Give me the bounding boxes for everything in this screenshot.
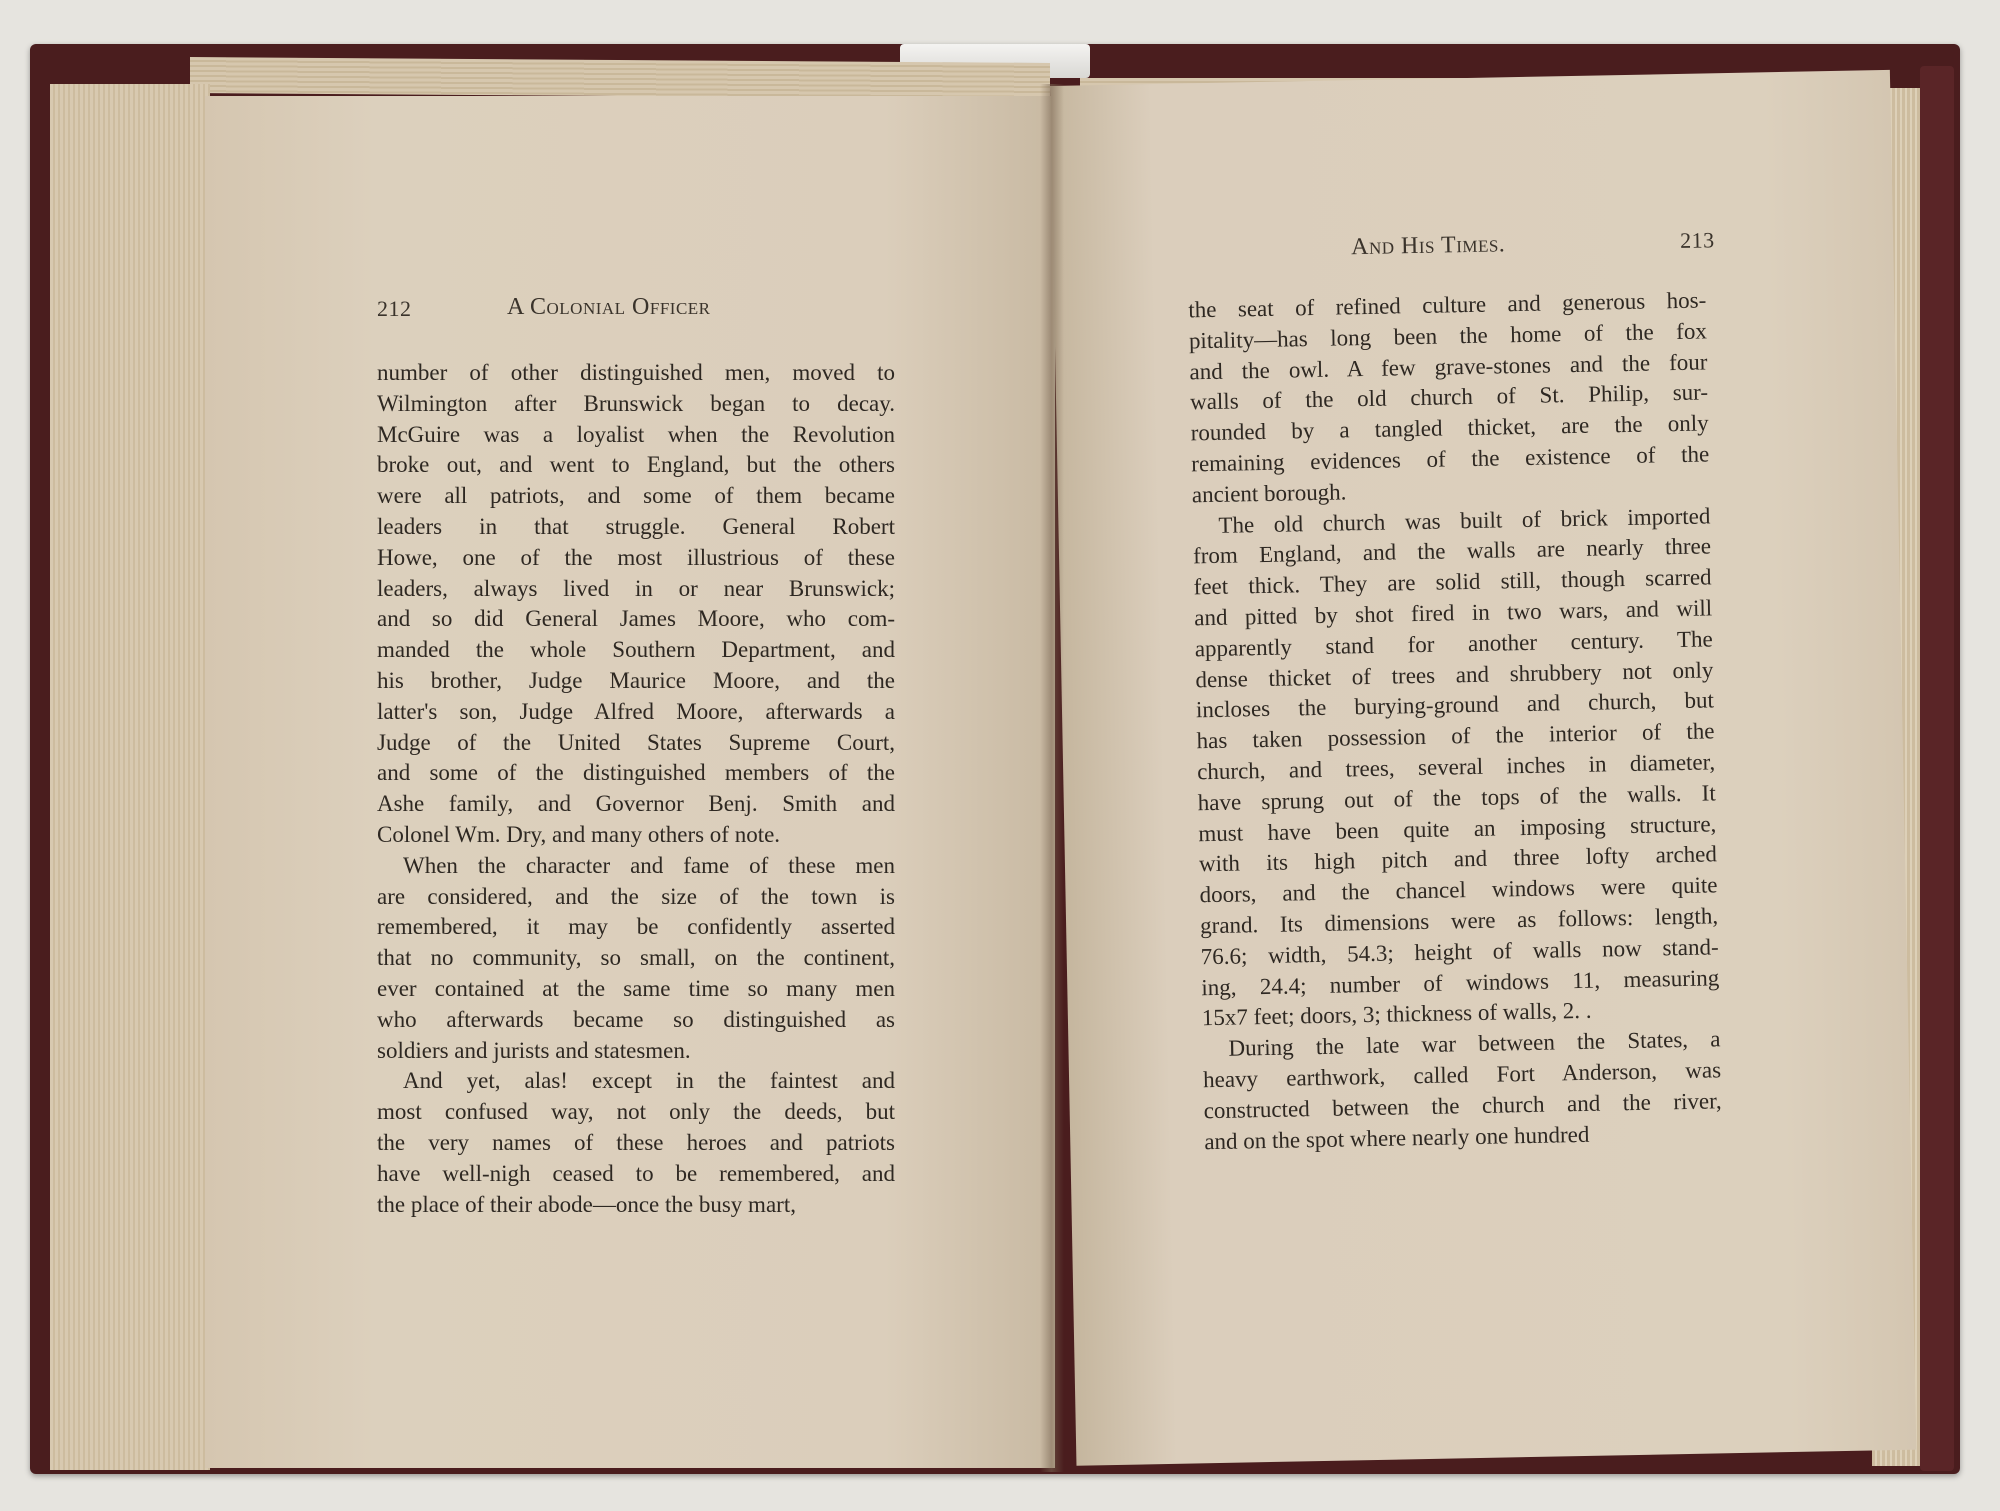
text-line: apparently stand for another century. The <box>1194 626 1713 662</box>
text-line: and some of the distinguished members of the <box>377 760 895 786</box>
text-line: the place of their abode—once the busy mart, <box>377 1191 796 1217</box>
text-line: Wilmington after Brunswick began to decay. <box>377 390 895 416</box>
text-line: leaders, always lived in or near Brunswick; <box>377 575 895 601</box>
text-line: and on the spot where nearly one hundred <box>1204 1121 1590 1154</box>
text-line: feet thick. They are solid still, though scarred <box>1193 564 1712 600</box>
text-line: and so did General James Moore, who com- <box>377 606 895 632</box>
text-line: 15x7 feet; doors, 3; thickness of walls, 2. . <box>1201 998 1592 1031</box>
left-running-head: A Colonial Officer <box>507 294 711 320</box>
text-line: remembered, it may be confidently asserted <box>377 914 895 940</box>
text-line: ing, 24.4; number of windows 11, measuring <box>1201 964 1720 1000</box>
right-page-body <box>1188 285 1722 1157</box>
text-line: When the character and fame of these men <box>403 852 895 878</box>
left-page-number: 212 <box>377 296 412 321</box>
text-line: and pitted by shot fired in two wars, and will <box>1193 595 1713 631</box>
text-line: McGuire was a loyalist when the Revolution <box>377 421 895 447</box>
page-stack-left <box>50 84 210 1470</box>
text-line: that no community, so small, on the continent, <box>377 945 895 971</box>
text-line: grand. Its dimensions were as follows: length, <box>1199 903 1719 939</box>
text-line: heavy earthwork, called Fort Anderson, was <box>1202 1057 1722 1093</box>
text-line: Judge of the United States Supreme Court, <box>377 729 895 755</box>
text-line: from England, and the walls are nearly three <box>1192 533 1712 569</box>
text-line: the seat of refined culture and generous hos- <box>1188 287 1707 323</box>
text-line: pitality—has long been the home of the fox <box>1188 318 1708 354</box>
text-line: who afterwards became so distinguished as <box>377 1006 895 1032</box>
text-line: and the owl. A few grave-stones and the four <box>1189 349 1708 384</box>
text-line: broke out, and went to England, but the others <box>377 452 895 478</box>
text-line: must have been quite an imposing structure, <box>1198 810 1717 846</box>
text-line: doors, and the chancel windows were quite <box>1199 872 1718 908</box>
text-line: Howe, one of the most illustrious of these <box>377 544 895 570</box>
text-line: with its high pitch and three lofty arched <box>1198 841 1718 877</box>
text-line: rounded by a tangled thicket, are the only <box>1190 410 1709 446</box>
text-line: 76.6; width, 54.3; height of walls now stand- <box>1200 934 1719 969</box>
text-line: ever contained at the same time so many men <box>377 975 895 1001</box>
text-line: the very names of these heroes and patriots <box>377 1129 895 1155</box>
page-stack-top-left <box>190 57 1050 99</box>
text-line: are considered, and the size of the town is <box>377 883 895 909</box>
text-line: During the late war between the States, a <box>1228 1026 1721 1061</box>
text-line: dense thicket of trees and shrubbery not only <box>1195 656 1714 692</box>
text-line: latter's son, Judge Alfred Moore, afterwards a <box>377 698 895 724</box>
right-page <box>1050 70 1916 1466</box>
text-line: remaining evidences of the existence of the <box>1191 441 1710 477</box>
text-line: his brother, Judge Maurice Moore, and the <box>377 667 895 693</box>
text-line: The old church was built of brick imported <box>1218 502 1711 538</box>
text-line: soldiers and jurists and statesmen. <box>377 1037 691 1063</box>
book-gutter <box>1040 84 1064 1472</box>
right-page-number: 213 <box>1679 227 1715 253</box>
text-line: manded the whole Southern Department, and <box>377 637 895 663</box>
text-line: walls of the old church of St. Philip, sur- <box>1189 379 1709 415</box>
text-line: has taken possession of the interior of the <box>1196 718 1715 754</box>
text-line: were all patriots, and some of them became <box>377 483 895 509</box>
right-running-head: And His Times. <box>1350 231 1506 261</box>
text-line: Colonel Wm. Dry, and many others of note. <box>377 821 781 847</box>
text-line: ancient borough. <box>1191 479 1347 508</box>
text-line: have well-nigh ceased to be remembered, and <box>377 1160 895 1186</box>
text-line: leaders in that struggle. General Robert <box>377 513 895 539</box>
text-line: Ashe family, and Governor Benj. Smith and <box>377 791 895 817</box>
text-line: number of other distinguished men, moved to <box>377 360 895 385</box>
text-line: And yet, alas! except in the faintest and <box>403 1068 895 1094</box>
left-page <box>205 96 1055 1468</box>
text-line: constructed between the church and the river, <box>1203 1088 1722 1123</box>
text-line: church, and trees, several inches in diameter, <box>1196 749 1716 785</box>
text-line: incloses the burying-ground and church, but <box>1195 687 1715 723</box>
book-cover-edge <box>1920 66 1954 1471</box>
left-page-body <box>377 358 895 1220</box>
text-line: have sprung out of the tops of the walls. It <box>1197 780 1716 816</box>
text-line: most confused way, not only the deeds, but <box>377 1099 895 1125</box>
